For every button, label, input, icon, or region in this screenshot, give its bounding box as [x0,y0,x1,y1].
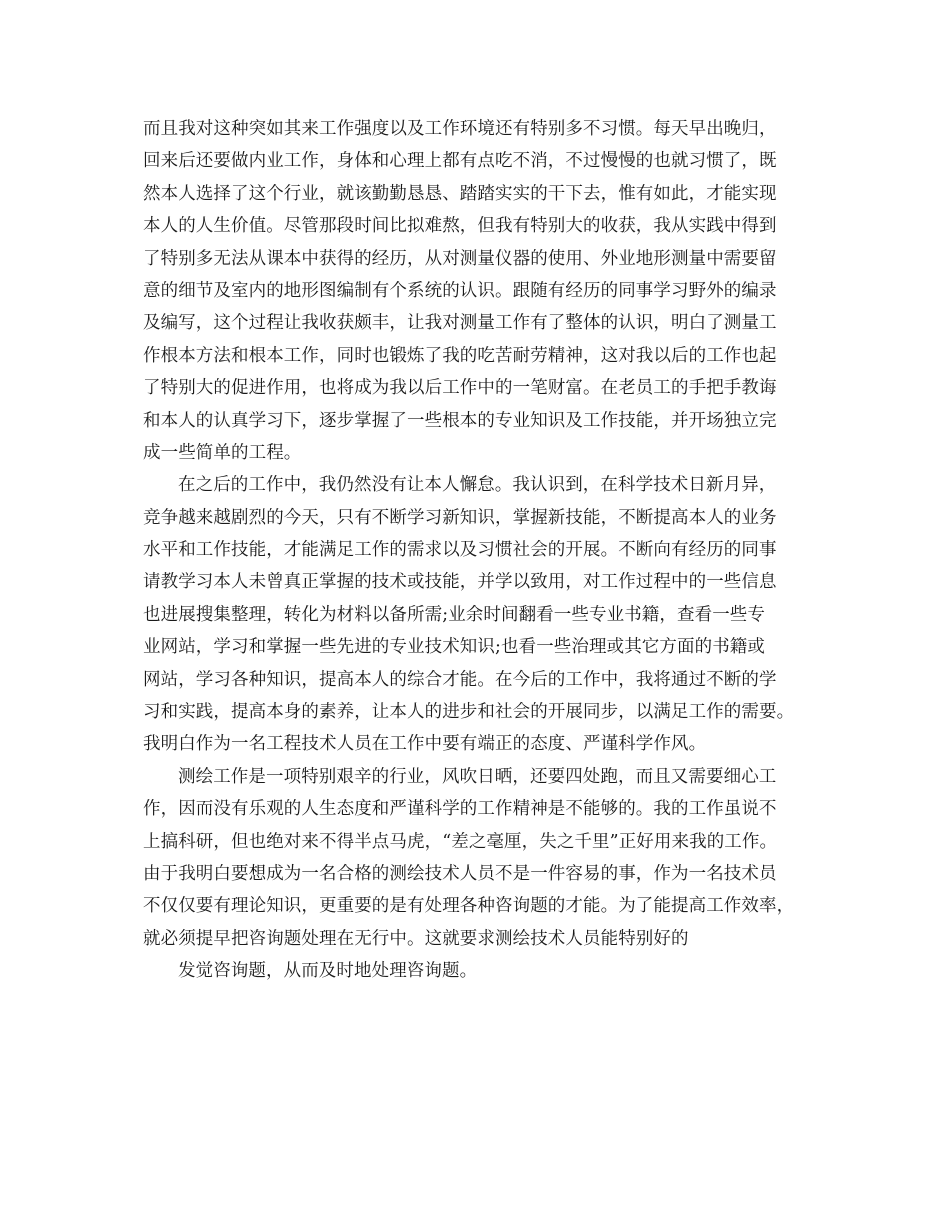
text-line: 就必须提早把咨询题处理在无行中。这就要求测绘技术人员能特别好的 [143,928,689,949]
text-line: 业网站，学习和掌握一些先进的专业技术知识;也看一些治理或其它方面的书籍或 [143,637,765,658]
text-line: 习和实践，提高本身的素养，让本人的进步和社会的开展同步，以满足工作的需要。 [143,702,795,723]
text-line: 竞争越来越剧烈的今天，只有不断学习新知识，掌握新技能，不断提高本人的业务 [143,507,777,528]
text-line: 我明白作为一名工程技术人员在工作中要有端正的态度、严谨科学作风。 [143,734,707,755]
text-line: 而且我对这种突如其来工作强度以及工作环境还有特别多不习惯。每天早出晚归， [143,119,777,139]
text-line: 上搞科研，但也绝对来不得半点马虎，“差之毫厘，失之千里”正好用来我的工作。 [143,831,778,852]
text-line: 作，因而没有乐观的人生态度和严谨科学的工作精神是不能够的。我的工作虽说不 [143,799,777,820]
text-line: 成一些简单的工程。 [143,442,302,463]
document-body [143,113,823,988]
text-line: 测绘工作是一项特别艰辛的行业，风吹日晒，还要四处跑，而且又需要细心工 [178,766,777,787]
text-line: 及编写，这个过程让我收获颇丰，让我对测量工作有了整体的认识，明白了测量工 [143,313,777,334]
text-line: 回来后还要做内业工作，身体和心理上都有点吃不消，不过慢慢的也就习惯了，既 [143,151,777,172]
text-line: 和本人的认真学习下，逐步掌握了一些根本的专业知识及工作技能，并开场独立完 [143,410,777,431]
text-line: 发觉咨询题，从而及时地处理咨询题。 [178,961,478,982]
text-line: 请教学习本人未曾真正掌握的技术或技能，并学以致用，对工作过程中的一些信息 [143,572,777,593]
text-line: 在之后的工作中，我仍然没有让本人懈怠。我认识到，在科学技术日新月异， [178,475,777,496]
text-line: 水平和工作技能，才能满足工作的需求以及习惯社会的开展。不断向有经历的同事 [143,540,777,561]
text-line: 意的细节及室内的地形图编制有个系统的认识。跟随有经历的同事学习野外的编录 [143,280,777,301]
text-line: 作根本方法和根本工作，同时也锻炼了我的吃苦耐劳精神，这对我以后的工作也起 [143,345,777,366]
text-line: 由于我明白要想成为一名合格的测绘技术人员不是一件容易的事，作为一名技术员 [143,863,777,884]
text-line: 本人的人生价值。尽管那段时间比拟难熬，但我有特别大的收获，我从实践中得到 [143,216,777,237]
text-line: 然本人选择了这个行业，就该勤勤恳恳、踏踏实实的干下去，惟有如此，才能实现 [143,183,777,204]
text-line: 了特别多无法从课本中获得的经历，从对测量仪器的使用、外业地形测量中需要留 [143,248,777,269]
text-line: 不仅仅要有理论知识，更重要的是有处理各种咨询题的才能。为了能提高工作效率， [143,896,795,917]
text-line: 了特别大的促进作用，也将成为我以后工作中的一笔财富。在老员工的手把手教诲 [143,378,777,399]
text-line: 也进展搜集整理，转化为材料以备所需;业余时间翻看一些专业书籍，查看一些专 [143,604,765,625]
text-line: 网站，学习各种知识，提高本人的综合才能。在今后的工作中，我将通过不断的学 [143,669,777,690]
